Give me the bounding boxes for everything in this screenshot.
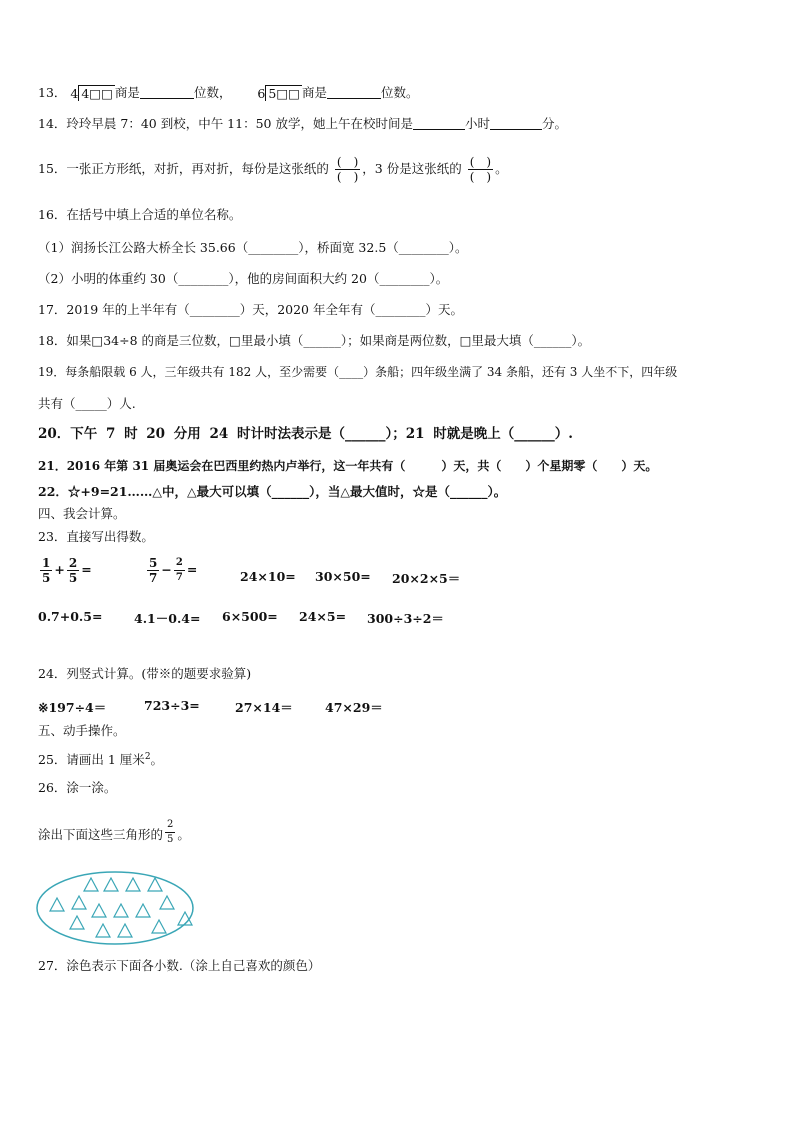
answer-blank[interactable]: [413, 117, 465, 130]
question-19-line-1: 19．每条船限载 6 人，三年级共有 182 人，至少需要（____）条船；四年级坐满了 34 条船，还有 3 人坐不下，四年级: [38, 365, 678, 379]
question-26-text: 涂出下面这些三角形的 $\frac{2}{5}$ 。: [38, 819, 190, 845]
question-20: 20．下午 7 时 20 分用 24 时计时法表示是（______）；21 时就是晚上（______）.: [38, 426, 573, 442]
question-21: 21．2016 年第 31 届奥运会在巴西里约热内卢举行，这一年共有（ ）天，共（ ）个星期零（ ）天。: [38, 459, 658, 473]
triangle-9[interactable]: [114, 904, 128, 917]
question-26-title: 26．涂一涂。: [38, 780, 117, 795]
question-27: 27．涂色表示下面各小数.（涂上自己喜欢的颜色）: [38, 958, 321, 973]
triangle-oval-figure[interactable]: [34, 868, 196, 948]
triangle-8[interactable]: [92, 904, 106, 917]
question-22: 22．☆+9=21……△中，△最大可以填（______），当△最大值时，☆是（______）。: [38, 484, 507, 499]
section-4-heading: 四、我会计算。: [38, 506, 126, 521]
expr: 6×500=: [222, 609, 278, 624]
expr: 4.1－0.4=: [134, 611, 201, 626]
triangle-6[interactable]: [72, 896, 86, 909]
answer-blank[interactable]: [327, 86, 381, 99]
triangle-14[interactable]: [96, 924, 110, 937]
fraction-blank-2[interactable]: $\frac{( )}{( )}$: [469, 155, 492, 184]
expr: 47×29＝: [325, 700, 383, 715]
triangle-7[interactable]: [160, 896, 174, 909]
fraction-blank-1[interactable]: $\frac{( )}{( )}$: [336, 155, 359, 184]
question-19-line-2: 共有（_____）人.: [38, 396, 136, 411]
triangle-2[interactable]: [104, 878, 118, 891]
expr: 300÷3÷2＝: [367, 611, 444, 626]
expr: 24×5=: [299, 609, 347, 624]
section-5-heading: 五、动手操作。: [38, 723, 126, 738]
triangle-13[interactable]: [152, 920, 166, 933]
question-25: 25．请画出 1 厘米$^2$。: [38, 752, 164, 768]
triangle-3[interactable]: [126, 878, 140, 891]
triangle-10[interactable]: [136, 904, 150, 917]
oval-outline: [37, 872, 193, 944]
question-16-line-2: （2）小明的体重约 30（________），他的房间面积大约 20（________）。: [38, 271, 449, 286]
answer-blank[interactable]: [140, 86, 194, 99]
question-14: 14．玲玲早晨 7：40 到校，中午 11：50 放学，她上午在校时间是 小时 分。: [38, 116, 568, 131]
long-division-2: 6 5□□: [257, 85, 300, 101]
expr: 24×10=: [240, 569, 296, 584]
expr: 723÷3=: [144, 698, 200, 713]
expr-fraction-diff: $\frac{5}{7}$ − $\frac{2}{7}$ =: [149, 556, 198, 585]
question-23-title: 23．直接写出得数。: [38, 529, 154, 544]
triangle-4[interactable]: [148, 878, 162, 891]
long-division-1: 4 4□□: [70, 85, 113, 101]
answer-blank[interactable]: [490, 117, 542, 130]
expr: 30×50=: [315, 569, 371, 584]
triangle-15[interactable]: [118, 924, 132, 937]
expr: 27×14＝: [235, 700, 293, 715]
question-16-line-1: （1）润扬长江公路大桥全长 35.66（________），桥面宽 32.5（________）。: [38, 240, 468, 255]
question-17: 17．2019 年的上半年有（________）天，2020 年全年有（________）天。: [38, 302, 463, 317]
triangle-1[interactable]: [84, 878, 98, 891]
triangle-12[interactable]: [70, 916, 84, 929]
question-24-title: 24．列竖式计算。(带※的题要求验算): [38, 666, 252, 681]
question-13: 13． 4 4□□ 商是 位数， 6 5□□ 商是 位数。: [38, 85, 419, 101]
triangle-5[interactable]: [50, 898, 64, 911]
expr-fraction-sum: $\frac{1}{5}$ + $\frac{2}{5}$ =: [42, 556, 92, 585]
expr: 0.7+0.5=: [38, 609, 103, 624]
expr: 20×2×5＝: [392, 571, 461, 586]
question-16-title: 16．在括号中填上合适的单位名称。: [38, 207, 242, 222]
question-18: 18．如果□34÷8 的商是三位数，□里最小填（______）；如果商是两位数，□里最大填（______）。: [38, 333, 591, 348]
expr: ※197÷4＝: [38, 700, 107, 715]
question-15: 15．一张正方形纸，对折，再对折，每份是这张纸的 $\frac{( )}{( )}$ ，3 份是这张纸的 $\frac{( )}{( )}$ 。: [38, 155, 508, 184]
